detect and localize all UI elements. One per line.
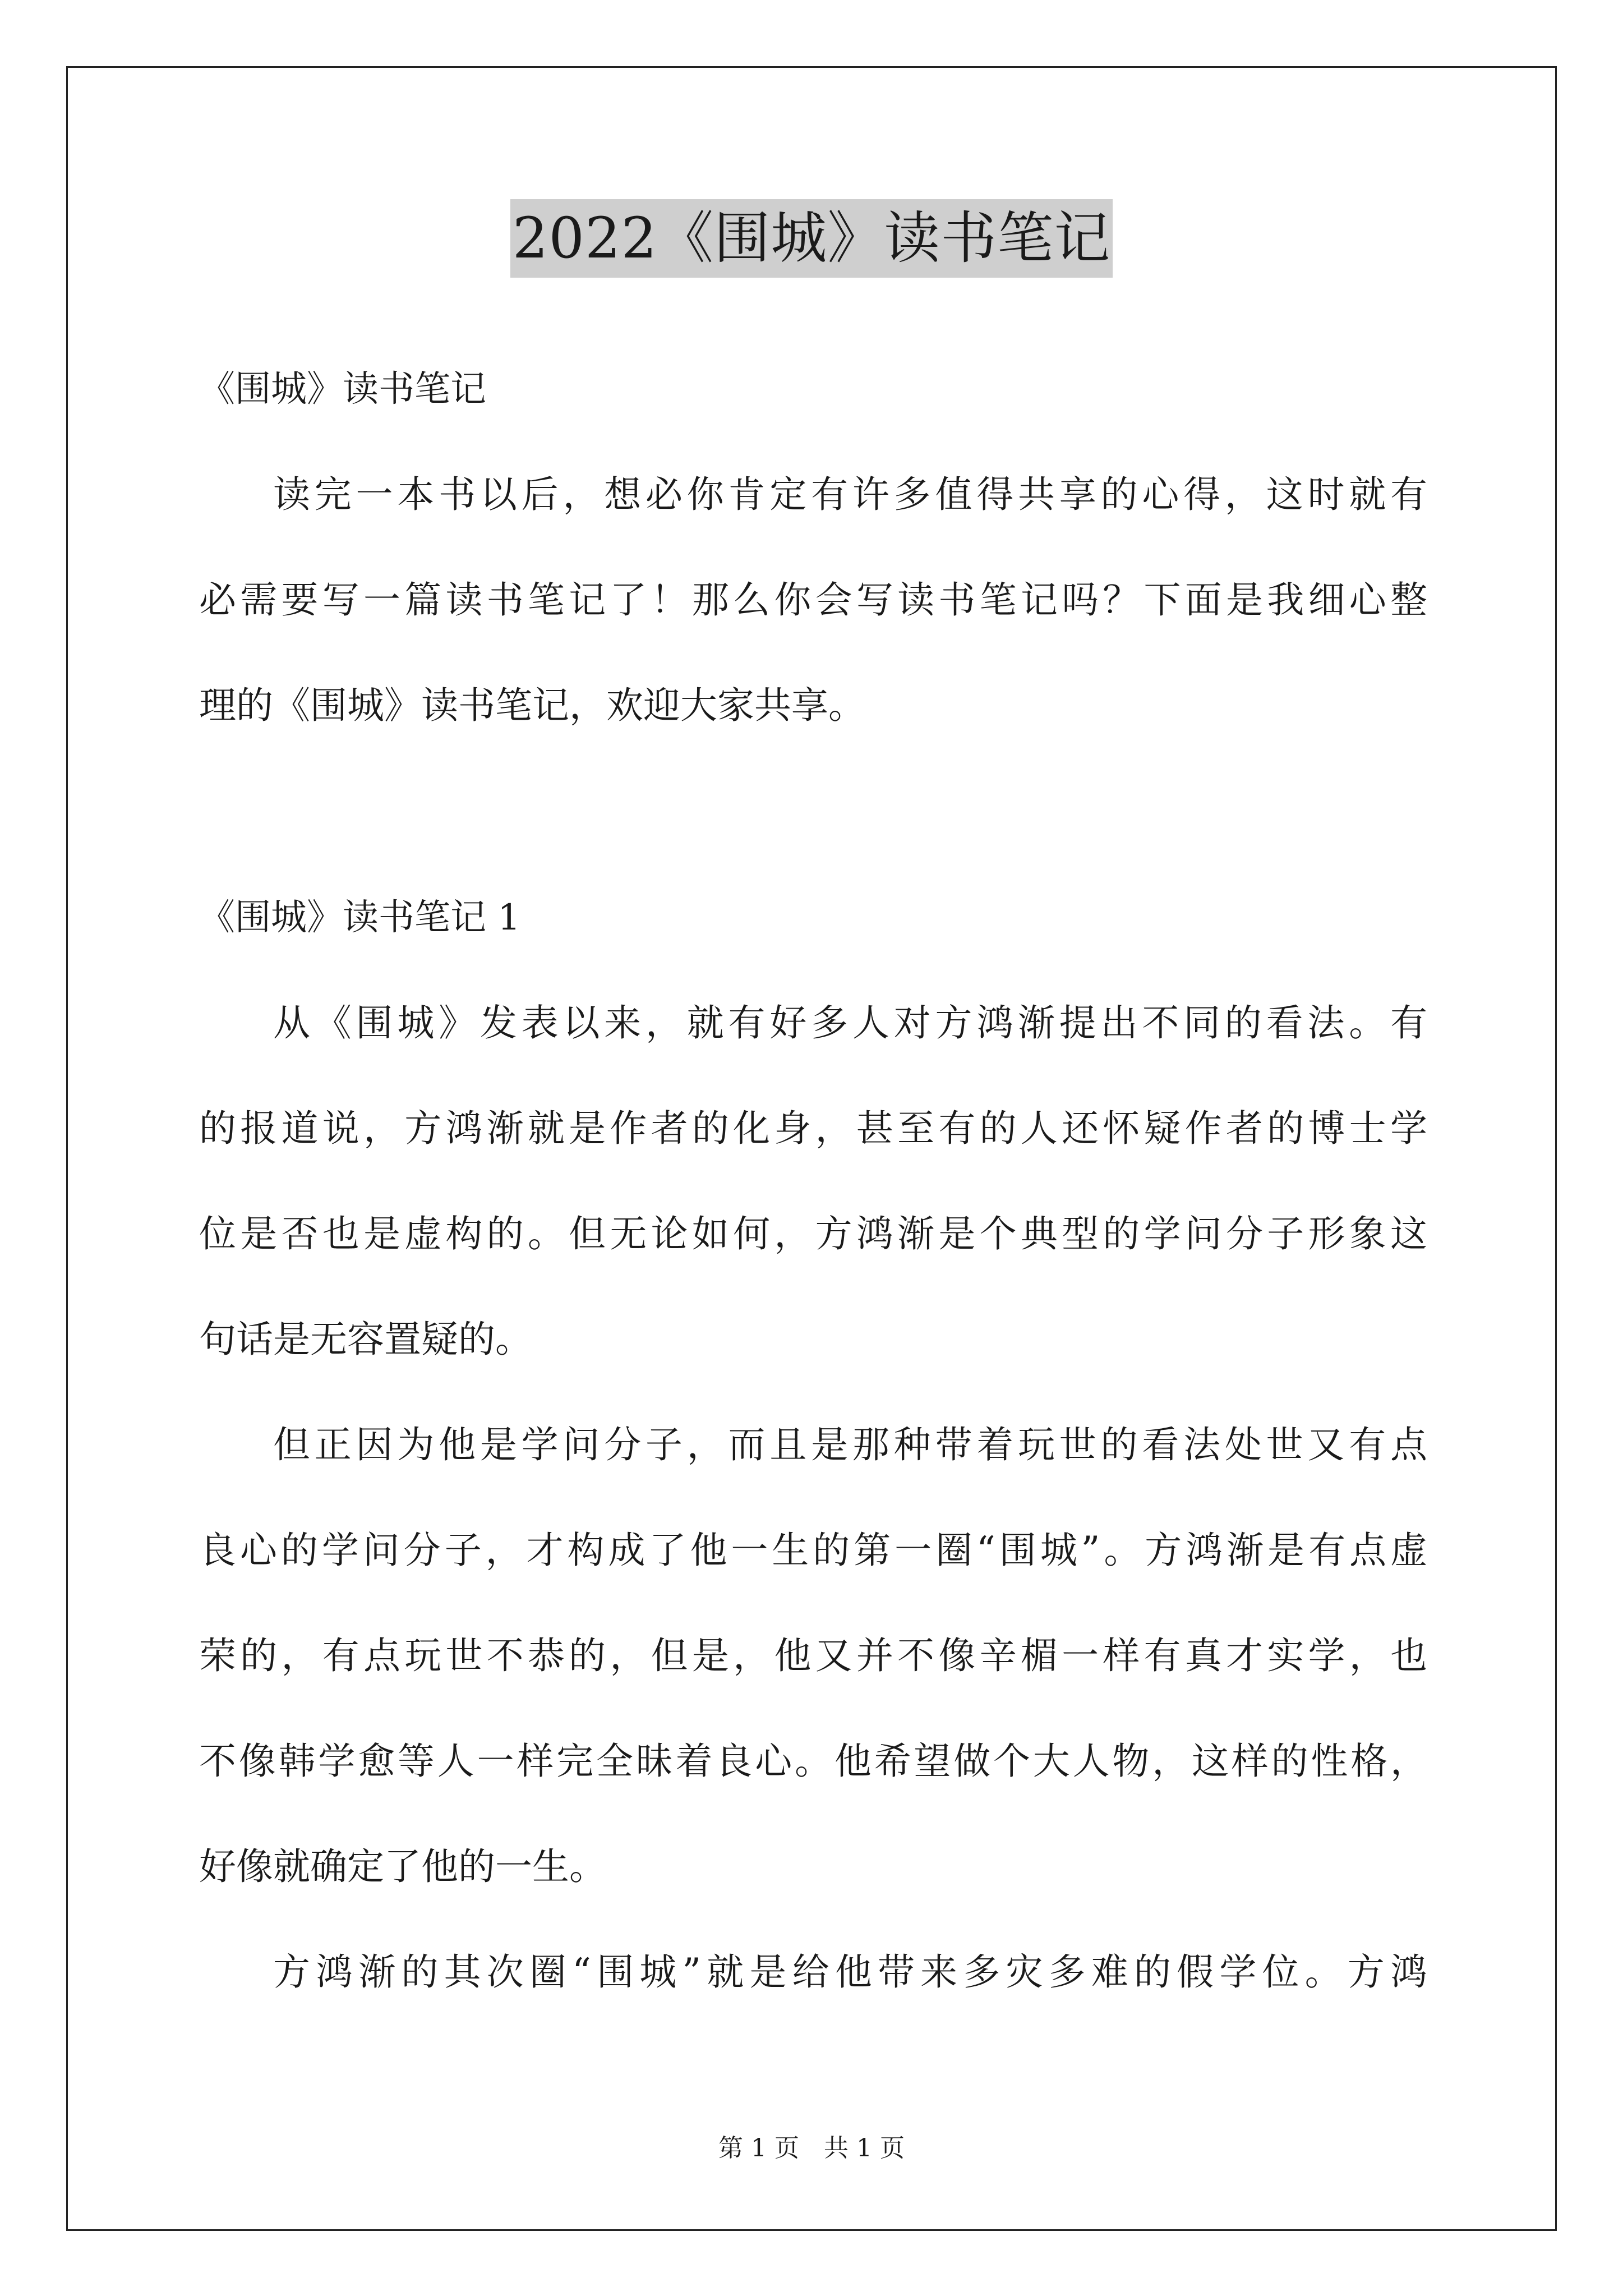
paragraph-line: 读完一本书以后，想必你肯定有许多值得共享的心得，这时就有 [273, 473, 1427, 516]
section-spacer [199, 758, 1427, 865]
intro-heading: 《围城》读书笔记 [199, 369, 486, 410]
paragraph-line: 但正因为他是学问分子，而且是那种带着玩世的看法处世又有点 [273, 1423, 1427, 1466]
paragraph-line: 的报道说，方鸿渐就是作者的化身，甚至有的人还怀疑作者的博士学 [199, 1107, 1427, 1150]
paragraph-3 [199, 1920, 1427, 2025]
paragraph-line: 位是否也是虚构的。但无论如何，方鸿渐是个典型的学问分子形象这 [199, 1212, 1427, 1255]
paragraph-line: 必需要写一篇读书笔记了！那么你会写读书笔记吗？下面是我细心整 [199, 578, 1427, 622]
paragraph-line: 方鸿渐的其次圈“围城”就是给他带来多灾多难的假学位。方鸿 [273, 1950, 1427, 1994]
document-body [199, 337, 1427, 2025]
intro-paragraph [199, 442, 1427, 758]
title-wrapper [0, 199, 1623, 278]
section-heading: 《围城》读书笔记 1 [199, 897, 521, 938]
paragraph-line: 理的《围城》读书笔记，欢迎大家共享。 [199, 684, 865, 727]
page-number-footer: 第 1 页 共 1 页 [718, 2134, 905, 2162]
paragraph-line: 好像就确定了他的一生。 [199, 1845, 606, 1888]
paragraph-line: 从《围城》发表以来，就有好多人对方鸿渐提出不同的看法。有 [273, 1001, 1427, 1045]
paragraph-line: 良心的学问分子，才构成了他一生的第一圈“围城”。方鸿渐是有点虚 [199, 1529, 1427, 1572]
paragraph-line: 不像韩学愈等人一样完全昧着良心。他希望做个大人物，这样的性格， [199, 1740, 1427, 1783]
paragraph-2 [199, 1392, 1427, 1920]
paragraph-line: 句话是无容置疑的。 [199, 1318, 532, 1361]
paragraph-1 [199, 970, 1427, 1392]
paragraph-line: 荣的，有点玩世不恭的，但是，他又并不像辛楣一样有真才实学，也 [199, 1634, 1427, 1677]
document-title: 2022《围城》读书笔记 [510, 199, 1113, 278]
